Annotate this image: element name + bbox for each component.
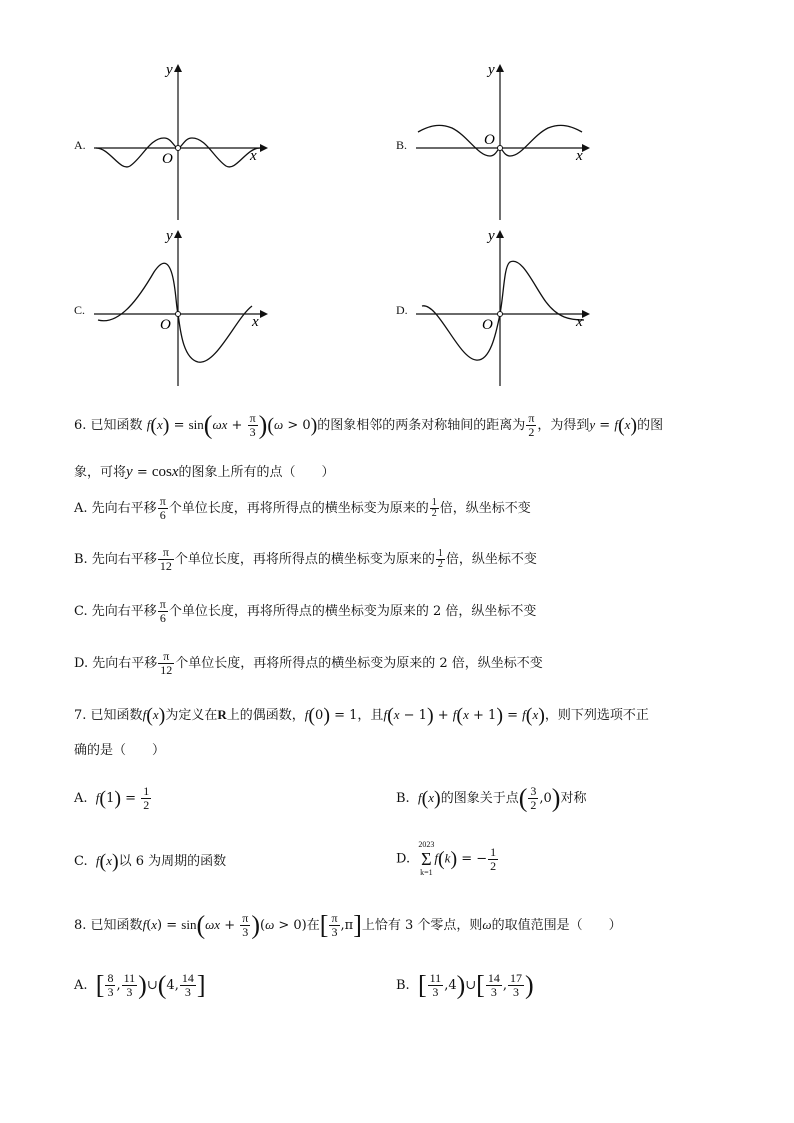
- q7-option-b[interactable]: B. f(x)的图象关于点( $\frac{3}{2}$ ,0)对称: [396, 783, 587, 813]
- question-7: 7. 已知函数f(x)为定义在R上的偶函数，f(0) = 1，且f(x − 1) + f(x + 1) = f(x)，则下列选项不正: [74, 704, 649, 727]
- question-7-line2: 确的是（ ）: [74, 743, 166, 758]
- svg-text:x: x: [576, 314, 583, 330]
- svg-text:O: O: [160, 317, 171, 333]
- q8-option-a[interactable]: A. [ $\frac{8}{3}$ , $\frac{11}{3}$ )∪(4, $\frac{14}{3}$ ]: [74, 970, 206, 1000]
- q6-option-c[interactable]: C. 先向右平移 $\frac{\pi}{6}$ 个单位长度，再将所得点的横坐标变为原来的 2 倍，纵坐标不变: [74, 597, 537, 625]
- q6-option-d[interactable]: D. 先向右平移 $\frac{\pi}{12}$ 个单位长度，再将所得点的横坐标变为原来的 2 倍，纵坐标不变: [74, 649, 543, 677]
- q7-option-d[interactable]: D. 2023 Σ k=1 f(k) = − $\frac{1}{2}$: [396, 840, 497, 877]
- q8-option-b[interactable]: B. [ $\frac{11}{3}$ ,4)∪[ $\frac{14}{3}$ , $\frac{17}{3}$ ): [396, 970, 534, 1000]
- question-6-line2: 象，可将y = cosx的图象上所有的点（ ）: [74, 464, 335, 480]
- graph-a: [90, 60, 270, 225]
- graph-a-label: A.: [74, 138, 86, 152]
- q7-option-a[interactable]: A. f(1) = $\frac{1}{2}$: [74, 784, 150, 812]
- graph-b: [412, 60, 592, 225]
- svg-text:y: y: [488, 228, 495, 244]
- q6-option-b[interactable]: B. 先向右平移 $\frac{\pi}{12}$ 个单位长度，再将所得点的横坐标变为原来的 $\frac{1}{2}$ 倍，纵坐标不变: [74, 545, 537, 573]
- graph-c: [90, 226, 270, 391]
- origin-label: O: [162, 151, 173, 167]
- graph-b-label: B.: [396, 138, 408, 152]
- svg-text:O: O: [482, 317, 493, 333]
- y-label: y: [166, 62, 173, 78]
- svg-text:x: x: [576, 148, 583, 164]
- q7-option-c[interactable]: C. f(x)以 6 为周期的函数: [74, 850, 227, 873]
- graph-d: [412, 226, 592, 391]
- svg-text:x: x: [252, 314, 259, 330]
- svg-text:y: y: [488, 62, 495, 78]
- x-label: x: [250, 148, 257, 164]
- question-6: 6. 已知函数 f(x) = sin(ωx + $\frac{\pi}{3}$ )(ω > 0)的图象相邻的两条对称轴间的距离为 $\frac{\pi}{2}$ ，为得到y = f(x)的图: [74, 410, 664, 440]
- q6-option-a[interactable]: A. 先向右平移 $\frac{\pi}{6}$ 个单位长度，再将所得点的横坐标变为原来的 $\frac{1}{2}$ 倍，纵坐标不变: [74, 494, 531, 522]
- graph-c-label: C.: [74, 303, 86, 317]
- svg-text:O: O: [484, 132, 495, 148]
- graph-d-label: D.: [396, 303, 408, 317]
- question-8: 8. 已知函数f(x) = sin(ωx + $\frac{\pi}{3}$ )(ω > 0)在[ $\frac{\pi}{3}$ ,π]上恰有 3 个零点，则ω的取值范围是（ ）: [74, 910, 622, 940]
- svg-text:y: y: [166, 228, 173, 244]
